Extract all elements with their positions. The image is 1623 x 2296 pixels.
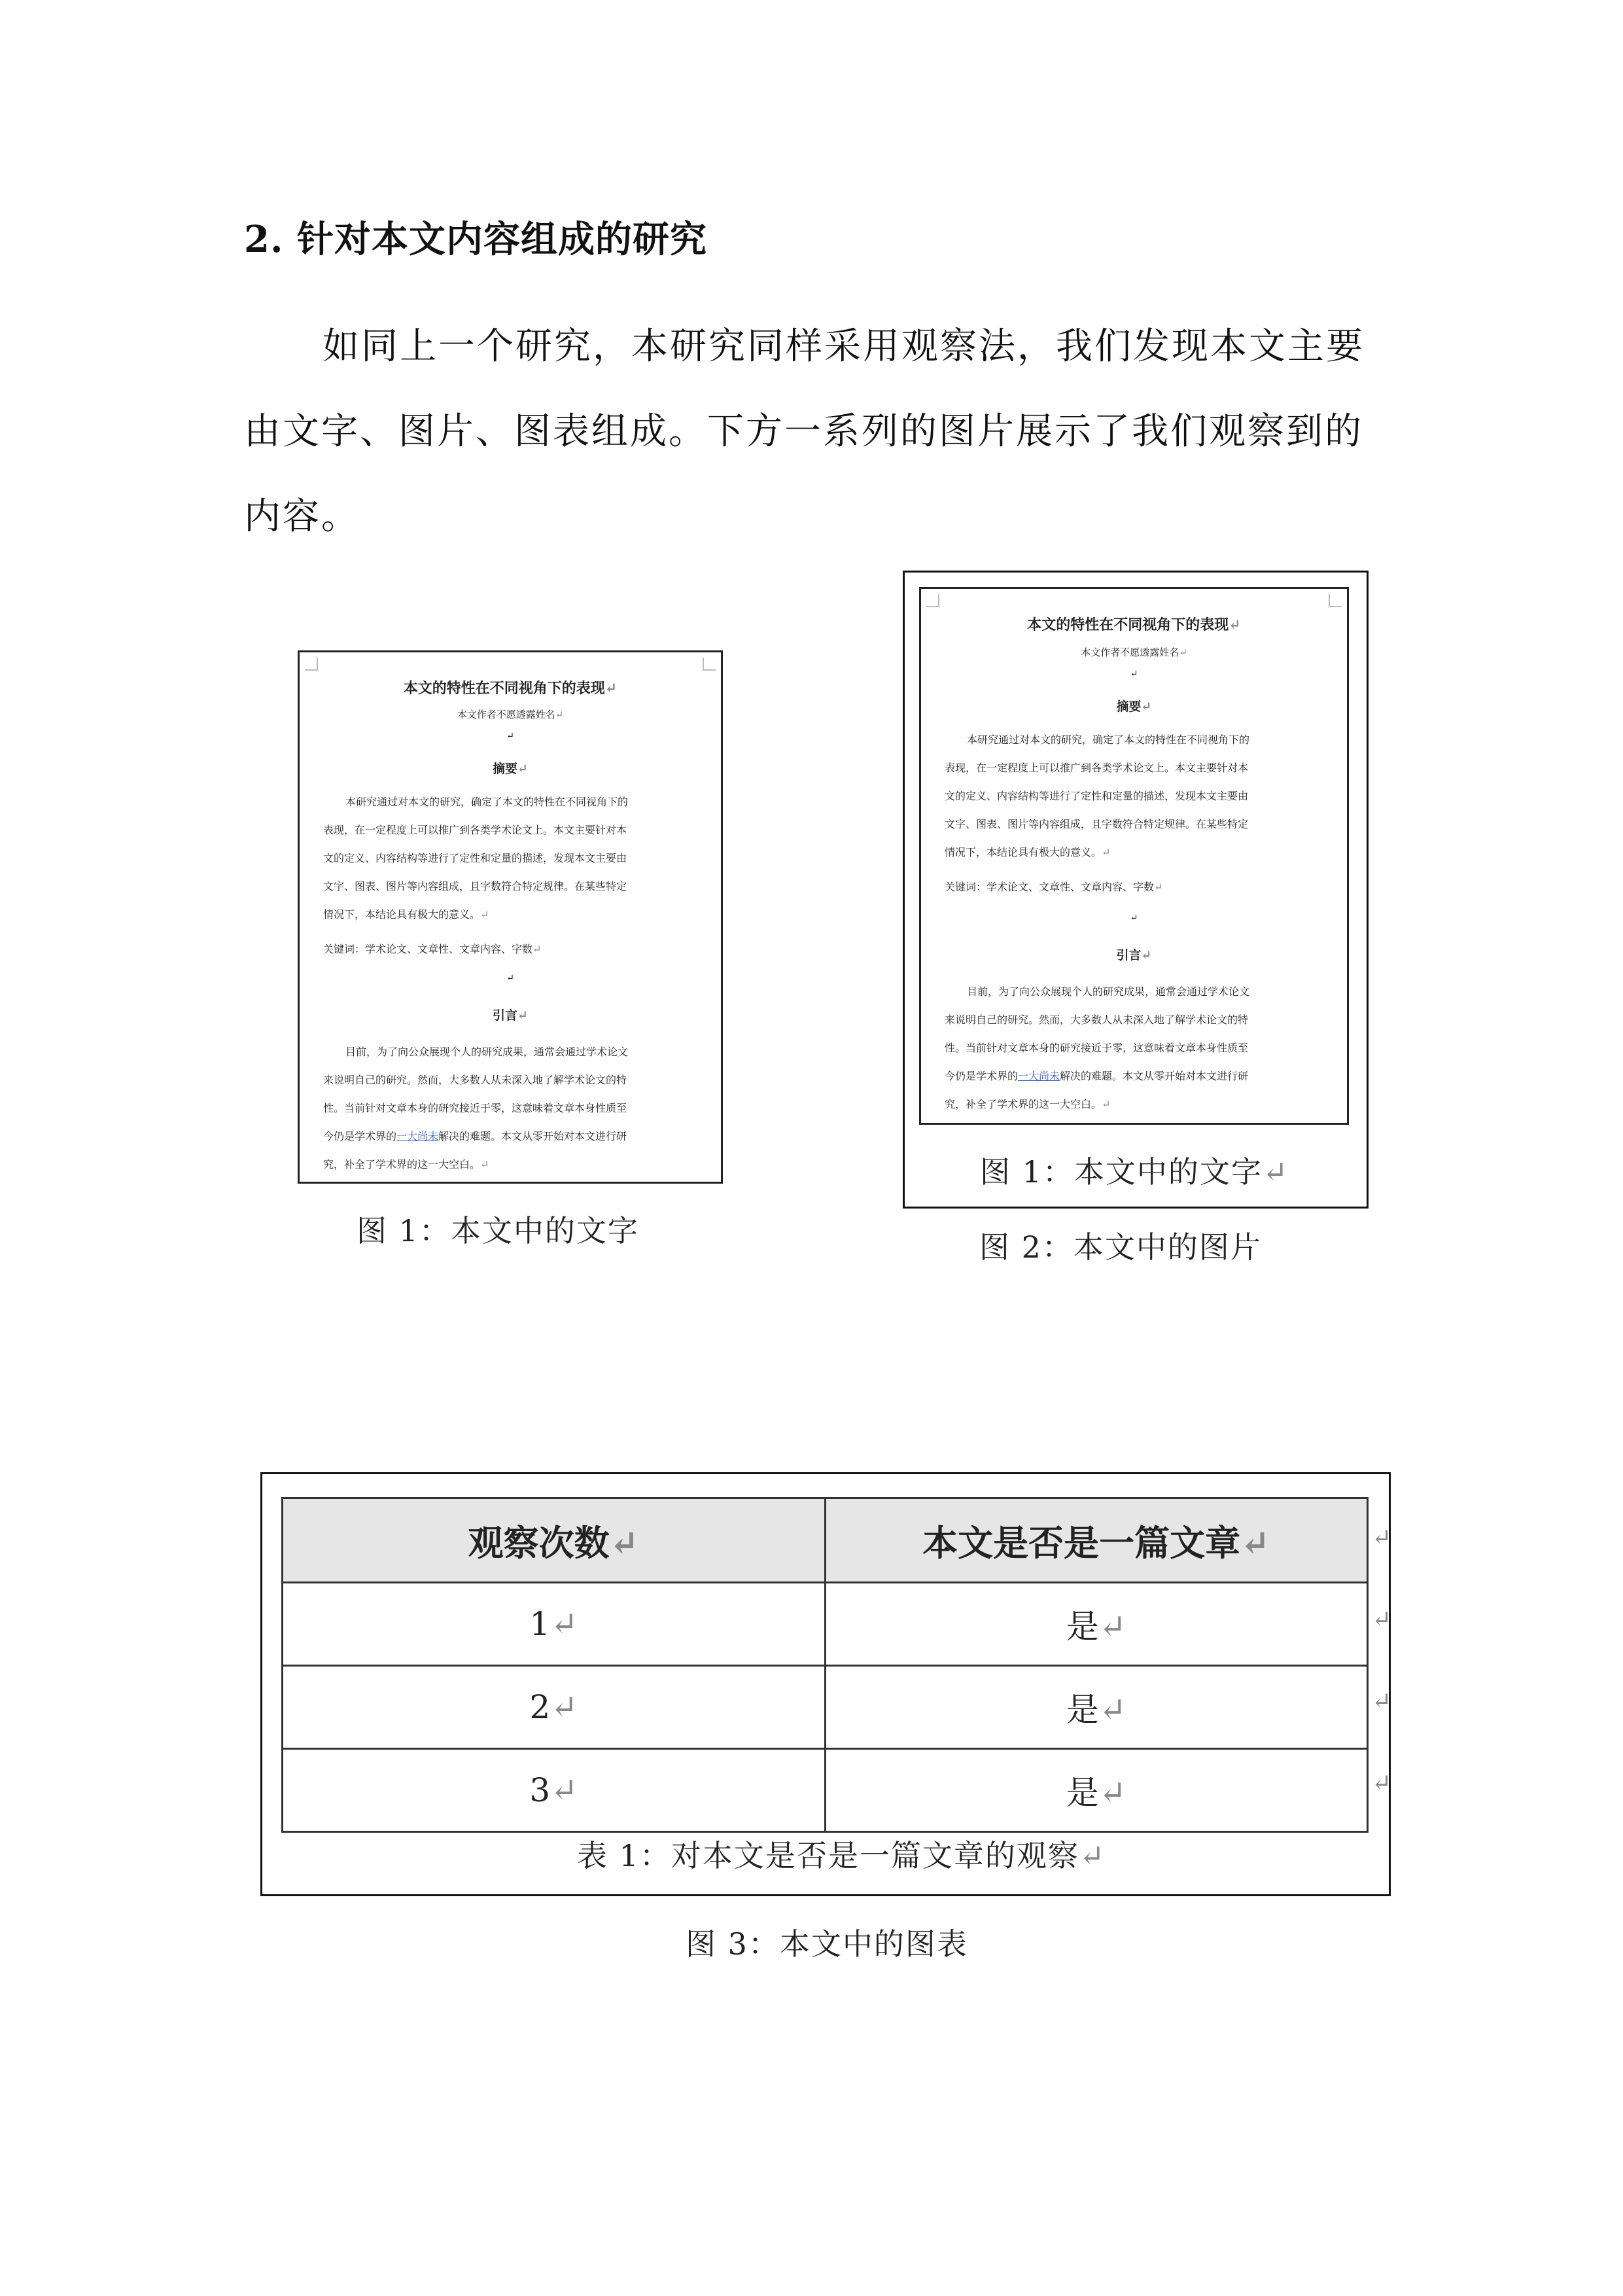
mini-intro-line: 究，补全了学术界的这一大空白。↵ [945, 1098, 1111, 1110]
mini-abstract-line: 情况下，本结论具有极大的意义。↵ [323, 908, 489, 921]
mini-abstract-line: 表现，在一定程度上可以推广到各类学术论文上。本文主要针对本 [945, 762, 1249, 774]
mini-abstract-line: 情况下，本结论具有极大的意义。↵ [945, 846, 1111, 858]
table-cell: 1↵ [283, 1583, 826, 1666]
table-header-cell: 本文是否是一篇文章↵ [825, 1498, 1368, 1583]
corner-mark-icon [1329, 594, 1342, 607]
table-header-cell: 观察次数↵ [283, 1498, 826, 1583]
mini-abstract-line: 文的定义、内容结构等进行了定性和定量的描述，发现本文主要由 [323, 852, 627, 864]
mini-author: 本文作者不愿透露姓名↵ [1081, 646, 1187, 658]
mini-abstract-heading: 摘要↵ [1116, 699, 1152, 714]
table-cell: 是↵ [825, 1666, 1368, 1749]
mini-intro-heading: 引言↵ [493, 1008, 528, 1023]
section-heading: 2. 针对本文内容组成的研究 [244, 218, 707, 261]
mini-intro-heading: 引言↵ [1116, 948, 1152, 963]
figure-1-caption: 图 1：本文中的文字 [357, 1213, 639, 1248]
table-cell: 3↵ [283, 1749, 826, 1832]
mini-abstract-line: 文字、图表、图片等内容组成，且字数符合特定规律。在某些特定 [945, 818, 1249, 830]
mini-abstract-line: 本研究通过对本文的研究，确定了本文的特性在不同视角下的 [967, 733, 1250, 746]
figure-2-caption: 图 2：本文中的图片 [979, 1229, 1262, 1265]
corner-mark-icon [305, 658, 318, 671]
mini-intro-line: 究，补全了学术界的这一大空白。↵ [323, 1158, 489, 1171]
row-end-mark-icon: ↵ [1372, 1606, 1392, 1633]
mini-intro-line: 目前，为了向公众展现个人的研究成果，通常会通过学术论文 [967, 985, 1250, 998]
table-cell: 是↵ [825, 1749, 1368, 1832]
figure-2-inner-caption: 图 1：本文中的文字↵ [980, 1154, 1289, 1190]
mini-empty-line: ↵ [506, 731, 514, 741]
mini-empty-line: ↵ [1130, 669, 1138, 679]
mini-intro-line: 今仍是学术界的一大尚未解决的难题。本文从零开始对本文进行研 [323, 1130, 627, 1142]
row-end-mark-icon: ↵ [1372, 1688, 1392, 1715]
observation-table [281, 1497, 1369, 1833]
mini-abstract-line: 表现，在一定程度上可以推广到各类学术论文上。本文主要针对本 [323, 824, 627, 836]
paragraph-line-1: 如同上一个研究，本研究同样采用观察法，我们发现本文主要 [323, 325, 1365, 368]
mini-title: 本文的特性在不同视角下的表现↵ [1027, 616, 1241, 633]
row-end-mark-icon: ↵ [1372, 1525, 1392, 1551]
table-row [283, 1749, 1368, 1832]
mini-title: 本文的特性在不同视角下的表现↵ [403, 680, 618, 697]
table-row [283, 1666, 1368, 1749]
mini-abstract-line: 本研究通过对本文的研究，确定了本文的特性在不同视角下的 [345, 796, 629, 808]
corner-mark-icon [703, 658, 716, 671]
row-end-mark-icon: ↵ [1372, 1770, 1392, 1797]
mini-abstract-heading: 摘要↵ [493, 762, 528, 776]
table-header-row [283, 1498, 1368, 1583]
mini-empty-line: ↵ [1130, 913, 1138, 923]
paragraph-line-2: 由文字、图片、图表组成。下方一系列的图片展示了我们观察到的 [244, 410, 1363, 453]
figure-2-page-thumbnail [919, 587, 1349, 1125]
mini-abstract-line: 文字、图表、图片等内容组成，且字数符合特定规律。在某些特定 [323, 880, 627, 892]
mini-intro-line: 性。当前针对文章本身的研究接近于零，这意味着文章本身性质至 [323, 1102, 627, 1114]
table-cell: 是↵ [825, 1583, 1368, 1666]
mini-intro-line: 目前，为了向公众展现个人的研究成果，通常会通过学术论文 [345, 1046, 629, 1058]
mini-author: 本文作者不愿透露姓名↵ [457, 709, 564, 720]
mini-keywords: 关键词：学术论文、文章性、文章内容、字数↵ [323, 943, 542, 955]
mini-intro-line: 性。当前针对文章本身的研究接近于零，这意味着文章本身性质至 [945, 1042, 1249, 1054]
mini-intro-line: 来说明自己的研究。然而，大多数人从未深入地了解学术论文的特 [323, 1074, 627, 1086]
table-caption: 表 1：对本文是否是一篇文章的观察↵ [577, 1838, 1106, 1873]
table-cell: 2↵ [283, 1666, 826, 1749]
mini-intro-line: 今仍是学术界的一大尚未解决的难题。本文从零开始对本文进行研 [945, 1070, 1249, 1082]
mini-abstract-line: 文的定义、内容结构等进行了定性和定量的描述，发现本文主要由 [945, 790, 1249, 802]
corner-mark-icon [926, 594, 939, 607]
mini-empty-line: ↵ [506, 973, 514, 983]
mini-intro-line: 来说明自己的研究。然而，大多数人从未深入地了解学术论文的特 [945, 1014, 1249, 1026]
mini-keywords: 关键词：学术论文、文章性、文章内容、字数↵ [945, 881, 1163, 893]
paragraph-line-3: 内容。 [244, 495, 360, 538]
figure-3-caption: 图 3：本文中的图表 [686, 1926, 968, 1962]
figure-1-page-thumbnail [298, 650, 723, 1184]
table-row [283, 1583, 1368, 1666]
